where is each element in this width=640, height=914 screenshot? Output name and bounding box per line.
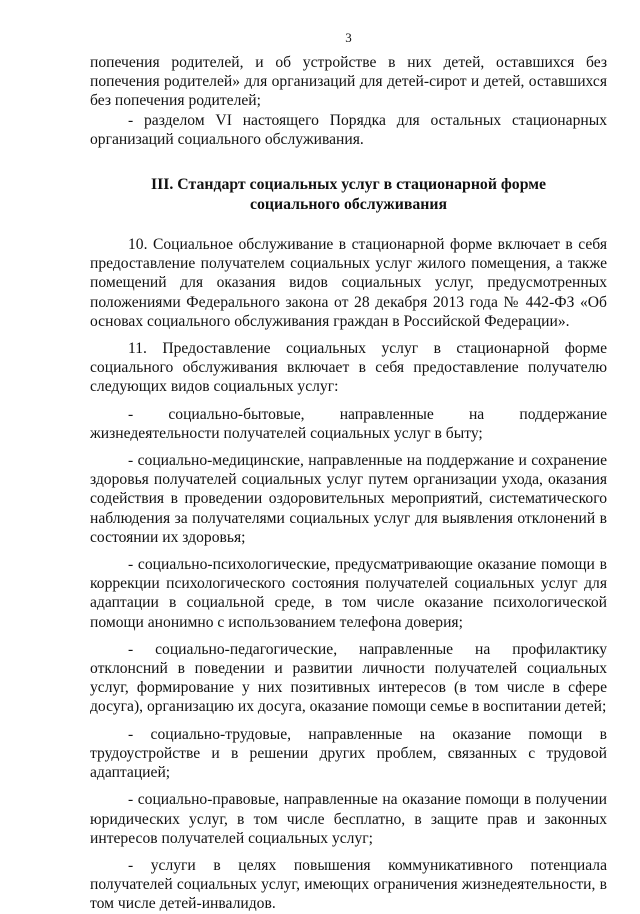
list-item-social-medical: - социально-медицинские, направленные на поддержание и сохранение здоровья получателей социальных услуг путем организации ухода, оказания содействия в проведении оздоровительных мероприятий, систематического наблюдения за получателями социальных услуг для выявления отклонений в состоянии их здоровья;	[90, 452, 607, 546]
section-title-line: социального обслуживания	[249, 196, 448, 214]
list-item-social-legal: - социально-правовые, направленные на оказание помощи в получении юридических услуг, в том числе бесплатно, в защите прав и законных интересов получателей социальных услуг;	[90, 791, 607, 847]
page-number: 3	[345, 30, 352, 45]
section-title	[90, 175, 607, 215]
list-item-social-pedagogical: - социально-педагогические, направленные на профилактику отклонсний в поведении и развитии личности получателей социальных услуг, формирование у них позитивных интересов (в том числе в сфере досуга), организацию их досуга, оказание помощи семье в воспитании детей;	[90, 640, 607, 716]
section-title-line: III. Стандарт социальных услуг в стационарной форме	[150, 176, 547, 194]
intro-list-item: - разделом VI настоящего Порядка для остальных стационарных организаций социального обслуживания.	[90, 111, 607, 148]
document-page	[90, 30, 607, 914]
paragraph-10: 10. Социальное обслуживание в стационарной форме включает в себя предоставление получателем социальных услуг жилого помещения, а также помещений для оказания видов социальных услуг, предусмотренных положениями Федерального закона от 28 декабря 2013 года № 442-ФЗ «Об основах социального обслуживания граждан в Российской Федерации».	[90, 236, 607, 330]
list-item-social-labor: - социально-трудовые, направленные на оказание помощи в трудоустройстве и в решении других проблем, связанных с трудовой адаптацией;	[90, 725, 607, 782]
list-item-social-psychological: - социально-психологические, предусматривающие оказание помощи в коррекции психологического состояния получателей социальных услуг для адаптации в социальной среде, в том числе оказание психологической помощи анонимно с использованием телефона доверия;	[90, 556, 607, 631]
list-item-communicative: - услуги в целях повышения коммуникативного потенциала получателей социальных услуг, имеющих ограничения жизнедеятельности, в том числе детей-инвалидов.	[90, 856, 607, 913]
intro-continuation: попечения родителей, и об устройстве в них детей, оставшихся без попечения родителей» для организаций для детей-сирот и детей, оставшихся без попечения родителей;	[90, 54, 607, 110]
list-item-social-domestic: - социально-бытовые, направленные на поддержание жизнедеятельности получателей социальных услуг в быту;	[90, 405, 607, 442]
paragraph-11: 11. Предоставление социальных услуг в стационарной форме социального обслуживания включает в себя предоставление получателю следующих видов социальных услуг:	[90, 340, 607, 396]
